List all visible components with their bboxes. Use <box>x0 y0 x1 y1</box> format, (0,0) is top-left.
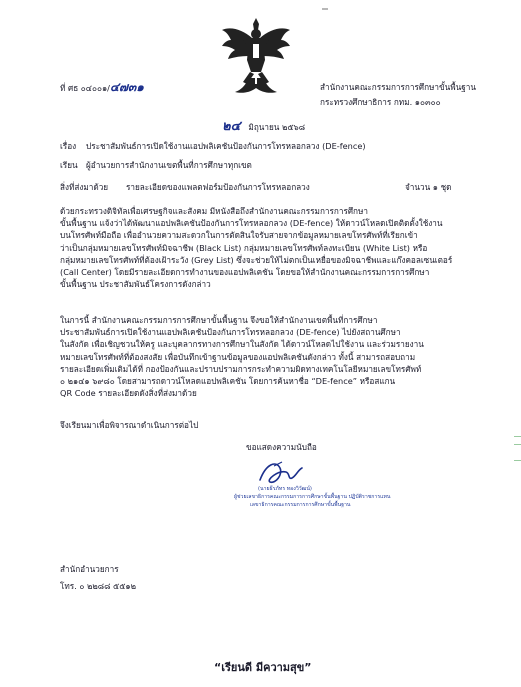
scan-mark <box>514 444 521 445</box>
paragraph-line: ด้วยกระทรวงดิจิทัลเพื่อเศรษฐกิจและสังคม มีหนังสือถึงสำนักงานคณะกรรมการการศึกษา <box>60 206 368 216</box>
scan-mark <box>514 460 521 461</box>
signer-title-2: เลขาธิการคณะกรรมการการศึกษาขั้นพื้นฐาน <box>250 502 351 508</box>
paragraph-line: รายละเอียดเพิ่มเติมได้ที่ กองป้องกันและปราบปรามการกระทำความผิดทางเทคโนโลยีหมายเลขโทรศัพท์ <box>60 363 422 374</box>
body-paragraph-1 <box>60 205 478 290</box>
enclosure-line <box>60 182 310 193</box>
scan-mark <box>322 8 328 10</box>
org-name: สำนักงานคณะกรรมการการศึกษาขั้นพื้นฐาน <box>320 82 476 92</box>
subject-line <box>60 141 366 152</box>
subject-label: เรื่อง <box>60 141 77 151</box>
recipient-label: เรียน <box>60 160 78 170</box>
paragraph-line: ๐ ๒๑๔๑ ๖๙๘๐ โดยสามารถดาวน์โหลดแอปพลิเคชัน โดยการค้นหาชื่อ “DE-fence” หรือสแกน <box>60 376 396 387</box>
recipient-text: ผู้อำนวยการสำนักงานเขตพื้นที่การศึกษาทุกเขต <box>86 160 252 170</box>
paragraph-line: ในการนี้ สำนักงานคณะกรรมการการศึกษาขั้นพื้นฐาน จึงขอให้สำนักงานเขตพื้นที่การศึกษา <box>60 315 378 325</box>
paragraph-line: กลุ่มหมายเลขโทรศัพท์ที่ต้องเฝ้าระวัง (Grey List) ซึ่งจะช่วยให้ไม่ตกเป็นเหยื่อของมิจฉาชีพและแก๊งคอลเซนเตอร์ <box>60 254 453 265</box>
document-date <box>222 121 305 133</box>
recipient-line <box>60 160 252 171</box>
garuda-emblem-icon <box>219 16 293 96</box>
signature-icon <box>256 458 306 488</box>
contact-phone: โทร. ๐ ๒๒๘๘ ๕๕๑๒ <box>60 581 137 591</box>
scan-mark <box>514 436 521 437</box>
paragraph-line: ประชาสัมพันธ์การเปิดใช้งานแอปพลิเคชันป้องกันการโทรหลอกลวง (DE-fence) ไปยังสถานศึกษา <box>60 327 401 338</box>
body-paragraph-3: จึงเรียนมาเพื่อพิจารณาดำเนินการต่อไป <box>60 420 199 430</box>
date-month-year: มิถุนายน ๒๕๖๘ <box>248 122 306 132</box>
date-day-handwritten: ๒๔ <box>222 119 241 134</box>
document-number <box>60 82 144 94</box>
footer-slogan: “เรียนดี มีความสุข” <box>214 661 312 674</box>
paragraph-line: ในสังกัด เพื่อเชิญชวนให้ครู และบุคลากรทางการศึกษาในสังกัด ได้ดาวน์โหลดไปใช้งาน และร่วมรายงาน <box>60 339 424 350</box>
subject-text: ประชาสัมพันธ์การเปิดใช้งานแอปพลิเคชันป้องกันการโทรหลอกลวง (DE-fence) <box>86 141 366 151</box>
enclosure-quantity: จำนวน ๑ ชุด <box>405 182 452 192</box>
paragraph-line: ขั้นพื้นฐาน แจ้งว่าได้พัฒนาแอปพลิเคชันป้องกันการโทรหลอกลวง (DE-fence) ให้ดาวน์โหลดเปิดติดตั้งใช้งาน <box>60 218 443 229</box>
enclosure-label: สิ่งที่ส่งมาด้วย <box>60 182 109 192</box>
signer-title-1: ผู้ช่วยเลขาธิการคณะกรรมการการศึกษาขั้นพื้นฐาน ปฏิบัติราชการแทน <box>234 494 391 500</box>
document-number-prefix: ที่ ศธ ๐๔๐๐๑/ <box>60 83 110 93</box>
body-paragraph-2 <box>60 314 478 399</box>
paragraph-line: ขั้นพื้นฐาน ประชาสัมพันธ์โครงการดังกล่าว <box>60 279 211 290</box>
org-address: กระทรวงศึกษาธิการ กทม. ๑๐๓๐๐ <box>320 97 441 107</box>
closing-text: ขอแสดงความนับถือ <box>246 442 317 452</box>
paragraph-line: หมายเลขโทรศัพท์ที่ต้องสงสัย เพื่อบันทึกเข้าฐานข้อมูลของแอปพลิเคชันดังกล่าว ทั้งนี้ สามารถสอบถาม <box>60 351 416 362</box>
paragraph-line: (Call Center) โดยมีรายละเอียดการทำงานของแอปพลิเคชัน โดยขอให้สำนักงานคณะกรรมการการศึกษา <box>60 267 430 278</box>
paragraph-line: QR Code รายละเอียดดังสิ่งที่ส่งมาด้วย <box>60 388 197 399</box>
paragraph-line: บนโทรศัพท์มือถือ เพื่ออำนวยความสะดวกในการตัดสินใจรับสายจากข้อมูลหมายเลขโทรศัพท์ที่เรียกเข้า <box>60 230 418 241</box>
issuing-office: สำนักอำนวยการ <box>60 564 119 574</box>
enclosure-text: รายละเอียดของแพลตฟอร์มป้องกันการโทรหลอกลวง <box>126 182 310 192</box>
signer-name: (นายธีรภัทร ทองวิวัฒน์) <box>258 486 312 492</box>
document-number-handwritten: ๔๗๓๑ <box>109 80 144 94</box>
paragraph-line: ว่าเป็นกลุ่มหมายเลขโทรศัพท์มิจฉาชีพ (Black List) กลุ่มหมายเลขโทรศัพท์ลงทะเบียน (White List) หรือ <box>60 242 428 253</box>
